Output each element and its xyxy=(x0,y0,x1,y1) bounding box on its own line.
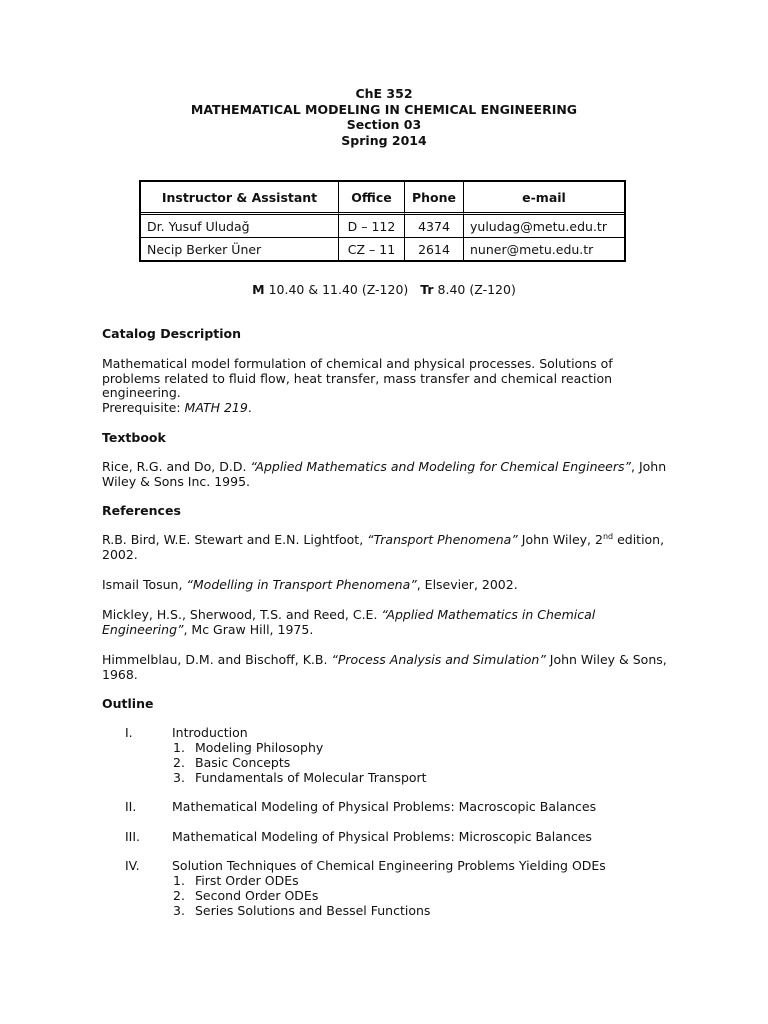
catalog-text: Mathematical model formulation of chemical and physical processes. Solutions of problems related to fluid flow, heat transfer, mass transfer and chemical reaction engineering. xyxy=(102,356,613,401)
schedule-time-1: 10.40 & 11.40 (Z-120) xyxy=(268,282,409,297)
prerequisite-course: MATH 219 xyxy=(184,400,248,416)
staff-table xyxy=(139,180,626,262)
outline-numeral: III. xyxy=(125,829,141,844)
class-schedule xyxy=(0,282,768,297)
course-term: Spring 2014 xyxy=(341,132,427,148)
outline-title: Solution Techniques of Chemical Engineering Problems Yielding ODEs xyxy=(172,858,606,873)
staff-email: nuner@metu.edu.tr xyxy=(470,241,594,257)
subitem-text: Second Order ODEs xyxy=(195,888,319,903)
reference-authors: Himmelblau, D.M. and Bischoff, K.B. xyxy=(102,652,332,667)
outline-title: Introduction xyxy=(172,725,248,740)
schedule-time-2: 8.40 (Z-120) xyxy=(437,282,516,297)
course-section: Section 03 xyxy=(346,117,422,132)
staff-office: D – 112 xyxy=(339,215,405,238)
staff-table-header-row xyxy=(141,182,624,215)
reference-publisher: John Wiley, 2 xyxy=(517,532,603,547)
subitem-number: 1. xyxy=(173,740,185,755)
outline-title: Mathematical Modeling of Physical Problems: Macroscopic Balances xyxy=(172,799,597,814)
staff-name: Dr. Yusuf Uludağ xyxy=(141,215,339,238)
schedule-day-2: Tr xyxy=(420,282,434,297)
subitem-text: Basic Concepts xyxy=(195,755,291,770)
subitem-text: Modeling Philosophy xyxy=(195,740,324,755)
outline-subitem xyxy=(173,756,290,771)
staff-phone: 2614 xyxy=(405,238,464,260)
reference-item xyxy=(102,608,672,637)
column-header-office: Office xyxy=(339,182,405,215)
outline-numeral: IV. xyxy=(125,858,140,873)
course-title: MATHEMATICAL MODELING IN CHEMICAL ENGINEERING xyxy=(190,101,578,117)
schedule-day-1: M xyxy=(252,282,265,297)
reference-title: “Process Analysis and Simulation” xyxy=(331,652,546,667)
staff-phone: 4374 xyxy=(405,215,464,238)
subitem-number: 1. xyxy=(173,873,185,888)
course-header xyxy=(0,86,768,148)
reference-title: “Transport Phenomena” xyxy=(367,532,518,547)
staff-email: yuludag@metu.edu.tr xyxy=(464,215,624,238)
subitem-number: 3. xyxy=(173,770,185,785)
table-row xyxy=(141,238,624,260)
subitem-number: 2. xyxy=(173,755,185,770)
reference-authors: R.B. Bird, W.E. Stewart and E.N. Lightfoot, xyxy=(102,532,368,547)
reference-item xyxy=(102,533,672,562)
reference-publisher: , Elsevier, 2002. xyxy=(416,577,518,592)
course-code: ChE 352 xyxy=(355,86,413,101)
reference-item xyxy=(102,653,672,682)
outline-subitem xyxy=(173,904,430,919)
reference-authors: Mickley, H.S., Sherwood, T.S. and Reed, C.E. xyxy=(102,607,382,622)
staff-office: CZ – 11 xyxy=(339,238,405,260)
references-heading: References xyxy=(102,503,181,518)
reference-superscript: nd xyxy=(602,532,614,541)
catalog-heading: Catalog Description xyxy=(102,326,242,341)
outline-subitem xyxy=(173,741,323,756)
textbook-publisher: , John Wiley & Sons Inc. 1995. xyxy=(102,459,667,489)
column-header-email: e-mail xyxy=(464,182,624,215)
column-header-phone: Phone xyxy=(405,182,464,215)
outline-numeral: I. xyxy=(125,725,133,740)
reference-publisher: John Wiley & Sons, 1968. xyxy=(102,652,667,682)
outline-heading: Outline xyxy=(102,696,154,711)
staff-name: Necip Berker Üner xyxy=(141,238,339,260)
reference-item xyxy=(102,578,672,593)
catalog-description xyxy=(102,357,672,416)
subitem-number: 3. xyxy=(173,903,185,918)
reference-title: “Modelling in Transport Phenomena” xyxy=(186,577,417,592)
prerequisite-end: . xyxy=(247,400,252,416)
outline-subitem xyxy=(173,874,299,889)
subitem-text: Series Solutions and Bessel Functions xyxy=(195,903,431,918)
subitem-text: First Order ODEs xyxy=(195,873,299,888)
reference-authors: Ismail Tosun, xyxy=(102,577,187,592)
reference-edition: edition, 2002. xyxy=(102,532,665,562)
prerequisite-label: Prerequisite: xyxy=(102,400,185,416)
outline-subitem xyxy=(173,889,318,904)
outline-title: Mathematical Modeling of Physical Problems: Microscopic Balances xyxy=(172,829,592,844)
textbook-heading: Textbook xyxy=(102,430,166,445)
reference-title: “Applied Mathematics in Chemical Engineering” xyxy=(102,607,596,637)
textbook-title: “Applied Mathematics and Modeling for Chemical Engineers” xyxy=(250,459,632,474)
reference-publisher: , Mc Graw Hill, 1975. xyxy=(183,621,314,637)
subitem-number: 2. xyxy=(173,888,185,903)
textbook-authors: Rice, R.G. and Do, D.D. xyxy=(102,459,251,474)
column-header-instructor: Instructor & Assistant xyxy=(141,182,339,215)
table-row xyxy=(141,215,624,238)
outline-numeral: II. xyxy=(125,799,137,814)
textbook-citation xyxy=(102,460,672,489)
outline-subitem xyxy=(173,771,427,786)
subitem-text: Fundamentals of Molecular Transport xyxy=(195,770,427,785)
